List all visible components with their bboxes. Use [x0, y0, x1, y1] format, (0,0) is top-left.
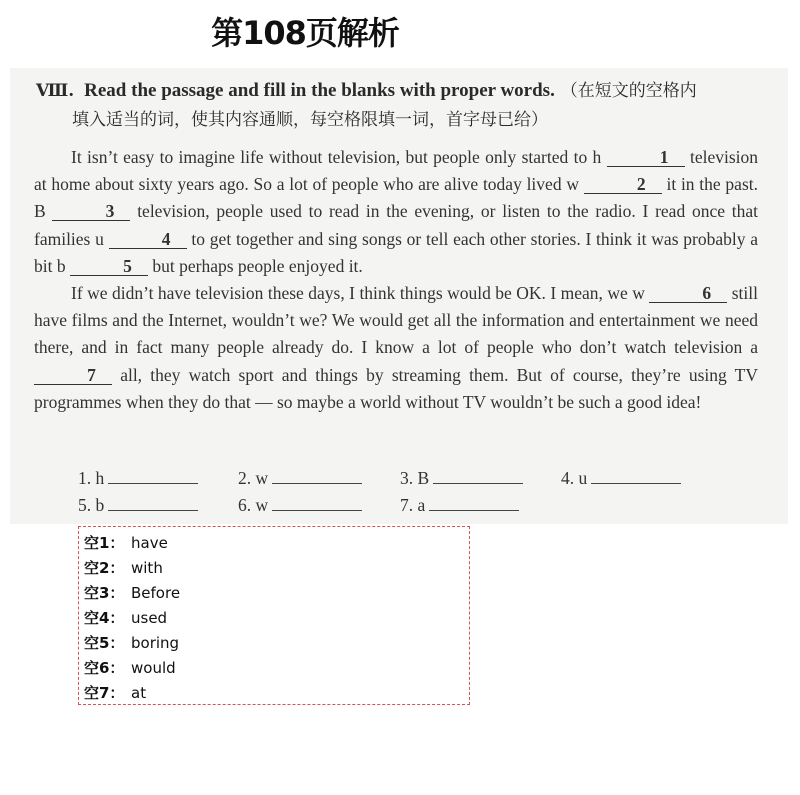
answer-label: 空1：	[84, 534, 125, 552]
answer-value: have	[131, 534, 168, 552]
answer-lines	[78, 468, 778, 522]
answer-label: 空2：	[84, 559, 125, 577]
passage-text: television at home about sixty years ago. So a lot of people who are alive today lived w	[34, 147, 759, 195]
page-title: 第108页解析	[211, 14, 399, 52]
answer-value: Before	[131, 584, 181, 602]
answer-row-5	[84, 631, 469, 656]
passage-text: It isn’t easy to imagine life without television, but people only started to h	[71, 147, 607, 167]
answer-label: 空4：	[84, 609, 125, 627]
blank-5: 5	[70, 257, 148, 276]
passage-text: television, people used to read in the evening, or listen to the radio. I read once that families u	[34, 201, 758, 249]
paragraph-2	[34, 280, 758, 416]
passage-text: If we didn’t have television these days, I think things would be OK. I mean, we w	[71, 283, 650, 304]
blank-7: 7	[34, 366, 112, 385]
blank-4: 4	[109, 230, 187, 249]
answer-line-item: 3. B	[400, 468, 523, 489]
answer-value: with	[131, 559, 163, 577]
passage-text: still have films and the Internet, wouldn’t we? We would get all the information and entertainment we need there, and in fact many people already do. I know a lot of people who don’t watch television a	[34, 283, 758, 358]
answer-line-row	[78, 468, 778, 495]
answer-label: 空3：	[84, 584, 125, 602]
blank-2: 2	[584, 175, 662, 194]
answer-value: would	[131, 659, 176, 677]
answer-box	[78, 526, 470, 705]
answer-line-item: 5. b	[78, 495, 198, 516]
answer-row-4	[84, 606, 469, 631]
instruction-zh-1: （在短文的空格内	[560, 81, 697, 101]
answer-row-1	[84, 531, 469, 556]
answer-value: boring	[131, 634, 180, 652]
answer-line-item: 7. a	[400, 495, 519, 516]
passage-text: it in the past. B	[34, 174, 758, 222]
answer-line-item: 1. h	[78, 468, 198, 489]
answer-line-item: 4. u	[561, 468, 681, 489]
blank-1: 1	[607, 148, 685, 167]
passage-text: to get together and sing songs or tell each other stories. I think it was probably a bit b	[34, 228, 759, 276]
instruction-en: Read the passage and fill in the blanks with proper words.	[84, 80, 555, 101]
answer-label: 空7：	[84, 684, 125, 702]
exercise-number: Ⅷ.	[36, 81, 75, 101]
paragraph-1	[34, 144, 758, 280]
answer-line-item: 6. w	[238, 495, 362, 516]
answer-value: used	[131, 609, 168, 627]
blank-6: 6	[649, 284, 727, 303]
answer-row-2	[84, 556, 469, 581]
exercise-heading	[36, 76, 766, 135]
answer-row-3	[84, 581, 469, 606]
answer-line-row	[78, 495, 778, 522]
passage-text: but perhaps people enjoyed it.	[147, 255, 363, 276]
blank-3: 3	[52, 202, 130, 221]
passage-text: all, they watch sport and things by streaming them. But of course, they’re using TV programmes when they do that — so maybe a world without TV wouldn’t be such a good idea!	[34, 364, 758, 412]
answer-label: 空6：	[84, 659, 125, 677]
answer-row-6	[84, 656, 469, 681]
answer-row-7	[84, 681, 469, 706]
answer-value: at	[131, 684, 147, 702]
passage	[34, 144, 758, 416]
instruction-zh-2: 填入适当的词，使其内容通顺，每空格限填一词，首字母已给）	[72, 110, 548, 130]
answer-line-item: 2. w	[238, 468, 362, 489]
answer-label: 空5：	[84, 634, 125, 652]
